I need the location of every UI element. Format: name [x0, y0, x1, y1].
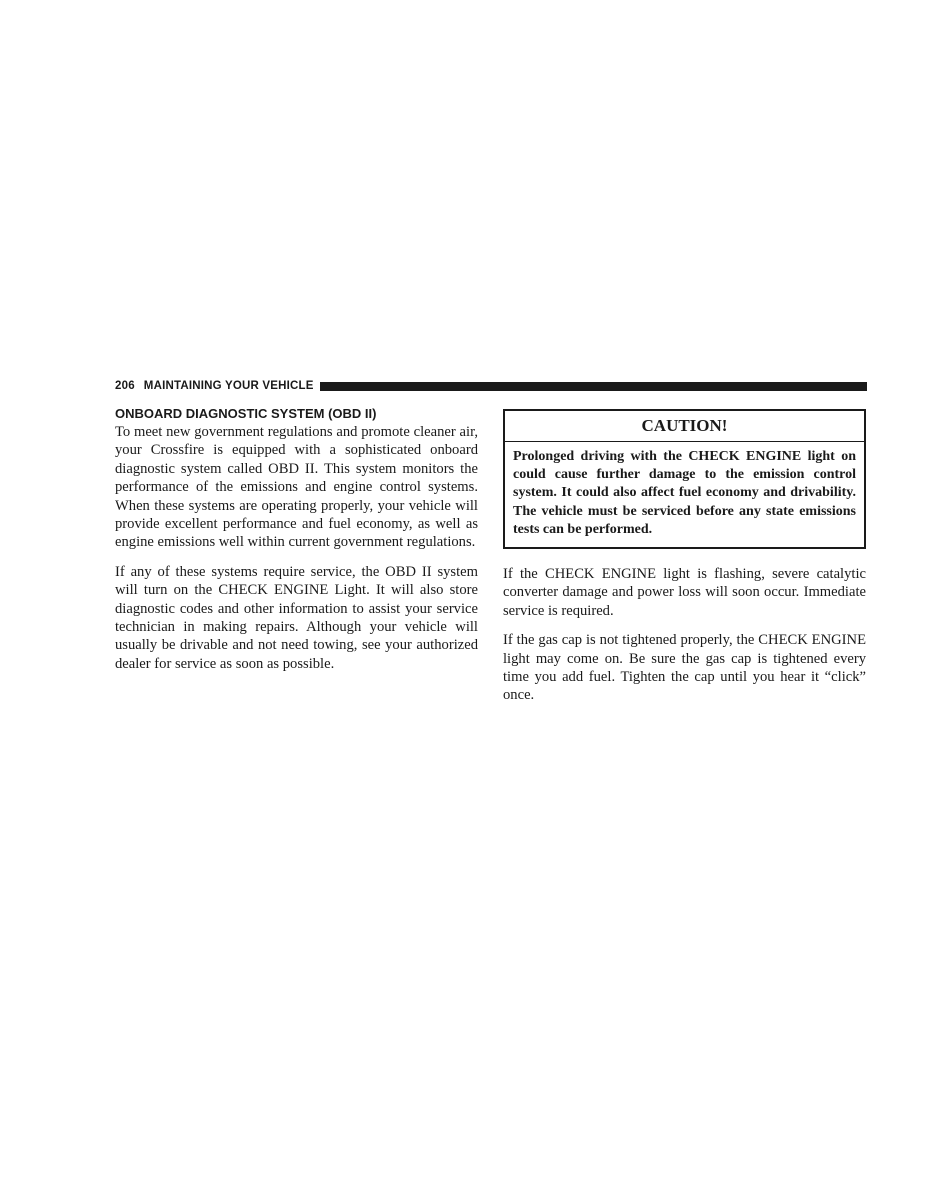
section-heading: ONBOARD DIAGNOSTIC SYSTEM (OBD II) — [115, 406, 377, 421]
caution-box — [503, 409, 866, 549]
paragraph-gas-cap: If the gas cap is not tightened properly, the CHECK ENGINE light may come on. Be sure the gas cap is tightened every time you add fuel. Tighten the cap until you hear it “click” once. — [503, 632, 866, 704]
page-number: 206 — [115, 380, 135, 392]
right-column — [503, 409, 866, 716]
paragraph-obd-service: If any of these systems require service, the OBD II system will turn on the CHECK ENGINE Light. It will also store diagnostic codes and other information to assist your service technician in making repairs. Although your vehicle will usually be drivable and not need towing, see your authorized dealer for service as soon as possible. — [115, 563, 478, 672]
paragraph-flashing-light: If the CHECK ENGINE light is flashing, severe catalytic converter damage and power loss will soon occur. Immediate service is required. — [503, 566, 866, 619]
page-header — [115, 379, 867, 393]
header-rule-bar — [320, 382, 867, 391]
caution-text: Prolonged driving with the CHECK ENGINE light on could cause further damage to the emission control system. It could also affect fuel economy and drivability. The vehicle must be serviced before any state emissions tests can be performed. — [513, 449, 856, 537]
caution-title: CAUTION! — [505, 411, 864, 442]
running-title: MAINTAINING YOUR VEHICLE — [143, 380, 314, 392]
paragraph-obd-intro: To meet new government regulations and promote cleaner air, your Crossfire is equipped with a sophisticated onboard diagnostic system called OBD II. This system monitors the performance of the emissions and engine control systems. When these systems are operating properly, your vehicle will provide excellent performance and fuel economy, as well as engine emissions well within current government regulations. — [115, 424, 478, 551]
left-column — [115, 405, 478, 684]
